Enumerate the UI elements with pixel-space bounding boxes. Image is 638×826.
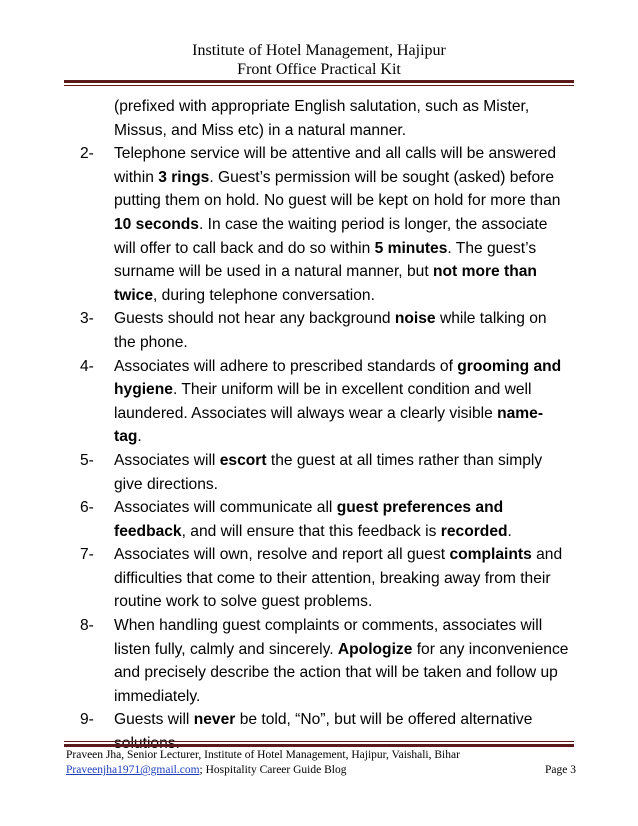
footer-blog-text: ; Hospitality Career Guide Blog [199, 764, 347, 776]
text-run: while talking on the phone. [114, 310, 547, 351]
text-run: Associates will adhere to prescribed standards of [114, 357, 458, 375]
text-run: Guests should not hear any background [114, 310, 395, 328]
emphasis-text: complaints [449, 546, 532, 564]
list-item [80, 307, 570, 354]
list-item-text [114, 142, 570, 307]
list-item-number: 8- [80, 617, 94, 635]
text-run: , and will ensure that this feedback is [181, 522, 441, 540]
text-run: . Guest’s permission will be sought (asked) before putting them on hold. No guest will be kept on hold for more than [114, 168, 561, 210]
text-run: Associates will communicate all [114, 499, 337, 517]
list-item-number: 4- [80, 357, 94, 375]
list-item [80, 496, 570, 543]
guideline-list [80, 142, 570, 755]
text-run: Guests will [114, 711, 194, 729]
text-run: and difficulties that come to their attention, breaking away from their routine work to solve guest problems. [114, 546, 563, 611]
list-item [80, 355, 570, 449]
text-run: . The guest’s surname will be used in a natural manner, but [114, 239, 537, 281]
continued-paragraph: (prefixed with appropriate English salutation, such as Mister, Missus, and Miss etc) in a natural manner. [114, 98, 530, 139]
text-run: . In case the waiting period is longer, the associate will offer to call back and do so within [114, 215, 548, 257]
header-rule-thin [64, 85, 574, 86]
footer-rule-thin [64, 741, 574, 742]
emphasis-text: recorded [440, 522, 508, 540]
text-run: , during telephone conversation. [153, 286, 375, 304]
emphasis-text: never [193, 711, 236, 729]
emphasis-text: 5 minutes [374, 239, 448, 257]
emphasis-text: noise [394, 310, 436, 328]
list-item [80, 543, 570, 614]
list-item-number: 3- [80, 310, 94, 328]
footer-rule-thick [64, 744, 574, 747]
page-footer [66, 748, 576, 778]
text-run: . Their uniform will be in excellent condition and well laundered. Associates will always wear a clearly visible [114, 381, 532, 422]
text-run: be told, “No”, but will be offered alternative [239, 711, 533, 729]
header-institute: Institute of Hotel Management, Hajipur [192, 42, 446, 59]
list-item-text [114, 355, 570, 449]
text-run: Associates will own, resolve and report all guest [114, 546, 450, 564]
text-run: for any inconvenience and precisely describe the action that will be taken and follow up immediately. [114, 640, 569, 705]
page-number: Page 3 [545, 764, 576, 776]
emphasis-text: grooming and hygiene [114, 357, 562, 399]
list-item-number: 5- [80, 451, 94, 469]
list-item-number: 9- [80, 711, 94, 729]
text-run: the guest at all times rather than simply give directions. [114, 451, 543, 493]
list-item [80, 142, 570, 307]
header-kit-title: Front Office Practical Kit [237, 61, 401, 78]
list-item-text [114, 307, 570, 354]
footer-author-line: Praveen Jha, Senior Lecturer, Institute of Hotel Management, Hajipur, Vaishali, Bihar [66, 749, 460, 761]
list-item-number: 6- [80, 499, 94, 517]
header-rule-thick [64, 80, 574, 83]
footer-second-line [66, 763, 576, 778]
list-item-text [114, 614, 570, 708]
emphasis-text: not more than twice [114, 263, 537, 304]
emphasis-text: 3 rings [158, 168, 210, 186]
list-item-text [114, 496, 570, 543]
list-item-number: 7- [80, 546, 94, 564]
emphasis-text: Apologize [337, 640, 413, 658]
footer-email-link[interactable]: Praveenjha1971@gmail.com [66, 764, 200, 776]
page-header [0, 41, 638, 79]
list-item [80, 614, 570, 708]
text-run: . [507, 522, 512, 540]
emphasis-text: guest preferences and feedback [114, 499, 504, 540]
document-body [80, 95, 570, 756]
emphasis-text: escort [219, 451, 267, 469]
emphasis-text: 10 seconds [114, 215, 199, 233]
text-run: When handling guest complaints or comments, associates will listen fully, calmly and sincerely. [114, 617, 543, 658]
emphasis-text: name-tag [114, 404, 544, 446]
text-run: Telephone service will be attentive and all calls will be answered within [114, 145, 557, 186]
list-item-number: 2- [80, 145, 94, 163]
list-item-text [114, 543, 570, 614]
list-item [80, 449, 570, 496]
text-run: . [137, 428, 142, 446]
list-item-text [114, 449, 570, 496]
text-run: Associates will [114, 451, 220, 469]
